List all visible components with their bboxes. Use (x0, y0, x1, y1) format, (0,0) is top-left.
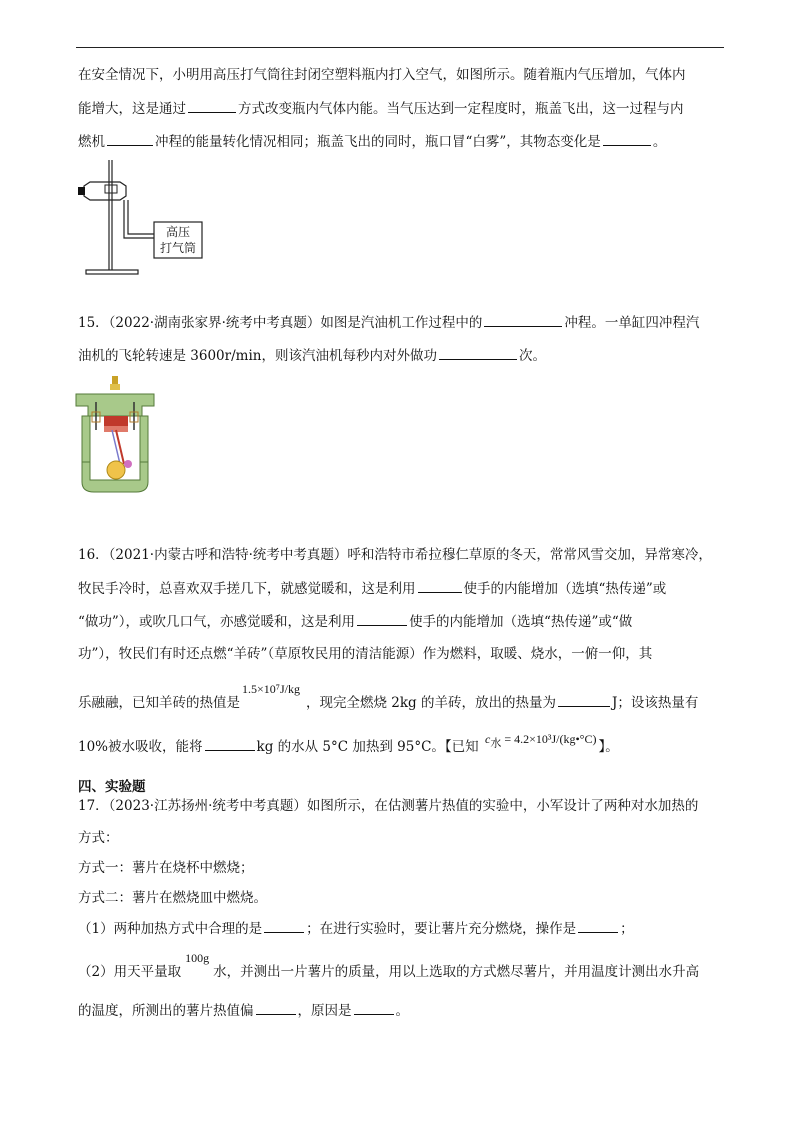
q15-line-2: 油机的飞轮转速是 3600r/min，则该汽油机每秒内对外做功 次。 (78, 345, 546, 366)
answer-blank[interactable] (578, 918, 618, 933)
page-top-rule (76, 47, 724, 48)
heat-value-formula: 1.5×10⁷J/kg (242, 682, 300, 696)
answer-blank[interactable] (603, 131, 651, 146)
answer-blank[interactable] (418, 578, 462, 593)
mass-formula: 100g (185, 951, 210, 965)
q15-line-1: 15．（2022·湖南张家界·统考中考真题）如图是汽油机工作过程中的 冲程。一单缸四冲程汽 (78, 312, 699, 333)
q14-line-2: 能增大，这是通过 方式改变瓶内气体内能。当气压达到一定程度时，瓶盖飞出，这一过程与内 (78, 98, 684, 119)
q17-line-1: 17．（2023·江苏扬州·统考中考真题）如图所示，在估测薯片热值的实验中，小军设计了两种对水加热的 (78, 798, 699, 814)
engine-figure (72, 372, 162, 496)
q16-line-2: 牧民手冷时，总喜欢双手搓几下，就感觉暖和，这是利用 使手的内能增加（选填“热传递”或 (78, 578, 666, 599)
q17-line-4: 方式二：薯片在燃烧皿中燃烧。 (78, 890, 267, 906)
answer-blank[interactable] (439, 345, 517, 360)
answer-blank[interactable] (264, 918, 304, 933)
answer-blank[interactable] (205, 736, 255, 751)
pump-bottle-figure (72, 158, 212, 284)
q17-line-3: 方式一：薯片在烧杯中燃烧； (78, 860, 254, 876)
answer-blank[interactable] (558, 692, 610, 707)
answer-blank[interactable] (107, 131, 153, 146)
q14-line-1: 在安全情况下，小明用高压打气筒往封闭空塑料瓶内打入空气，如图所示。随着瓶内气压增加，气体内 (78, 67, 686, 83)
answer-blank[interactable] (188, 98, 236, 113)
answer-blank[interactable] (357, 611, 407, 626)
q17-line-7: 的温度，所测出的薯片热值偏 ，原因是 。 (78, 1000, 409, 1021)
q17-line-5: （1）两种加热方式中合理的是 ；在进行实验时，要让薯片充分燃烧，操作是 ； (78, 918, 634, 939)
pump-label-line2: 打气筒 (159, 241, 196, 255)
section-heading: 四、实验题 (78, 779, 146, 795)
specific-heat-formula: $c_水$ = 4.2×10³J/(kg•°C) (484, 732, 597, 750)
q17-line-2: 方式： (78, 830, 119, 846)
answer-blank[interactable] (484, 312, 562, 327)
q16-line-5: 乐融融，已知羊砖的热值是1.5×10⁷J/kg，现完全燃烧 2kg 的羊砖，放出的热量为 J；设该热量有 (78, 692, 698, 713)
answer-blank[interactable] (354, 1000, 394, 1015)
q16-line-4: 功”），牧民们有时还点燃“羊砖”（草原牧民用的清洁能源）作为燃料，取暖、烧水，一俯一仰，其 (78, 646, 653, 662)
q16-line-3: “做功”），或吹几口气，亦感觉暖和，这是利用 使手的内能增加（选填“热传递”或“做 (78, 611, 632, 632)
q14-line-3: 燃机 冲程的能量转化情况相同；瓶盖飞出的同时，瓶口冒“白雾”，其物态变化是 。 (78, 131, 666, 152)
q16-line-6: 10%被水吸收，能将 kg 的水从 5°C 加热到 95°C。【已知 $c_水$ = 4.2×10³J/(kg•°C) 】。 (78, 736, 619, 761)
q17-line-6: （2）用天平量取100g水，并测出一片薯片的质量，用以上选取的方式燃尽薯片，并用温度计测出水升高 (78, 962, 699, 982)
q16-line-1: 16．（2021·内蒙古呼和浩特·统考中考真题）呼和浩特市希拉穆仁草原的冬天，常常风雪交加，异常寒冷， (78, 547, 712, 563)
answer-blank[interactable] (256, 1000, 296, 1015)
pump-label-line1: 高压 (165, 225, 190, 239)
